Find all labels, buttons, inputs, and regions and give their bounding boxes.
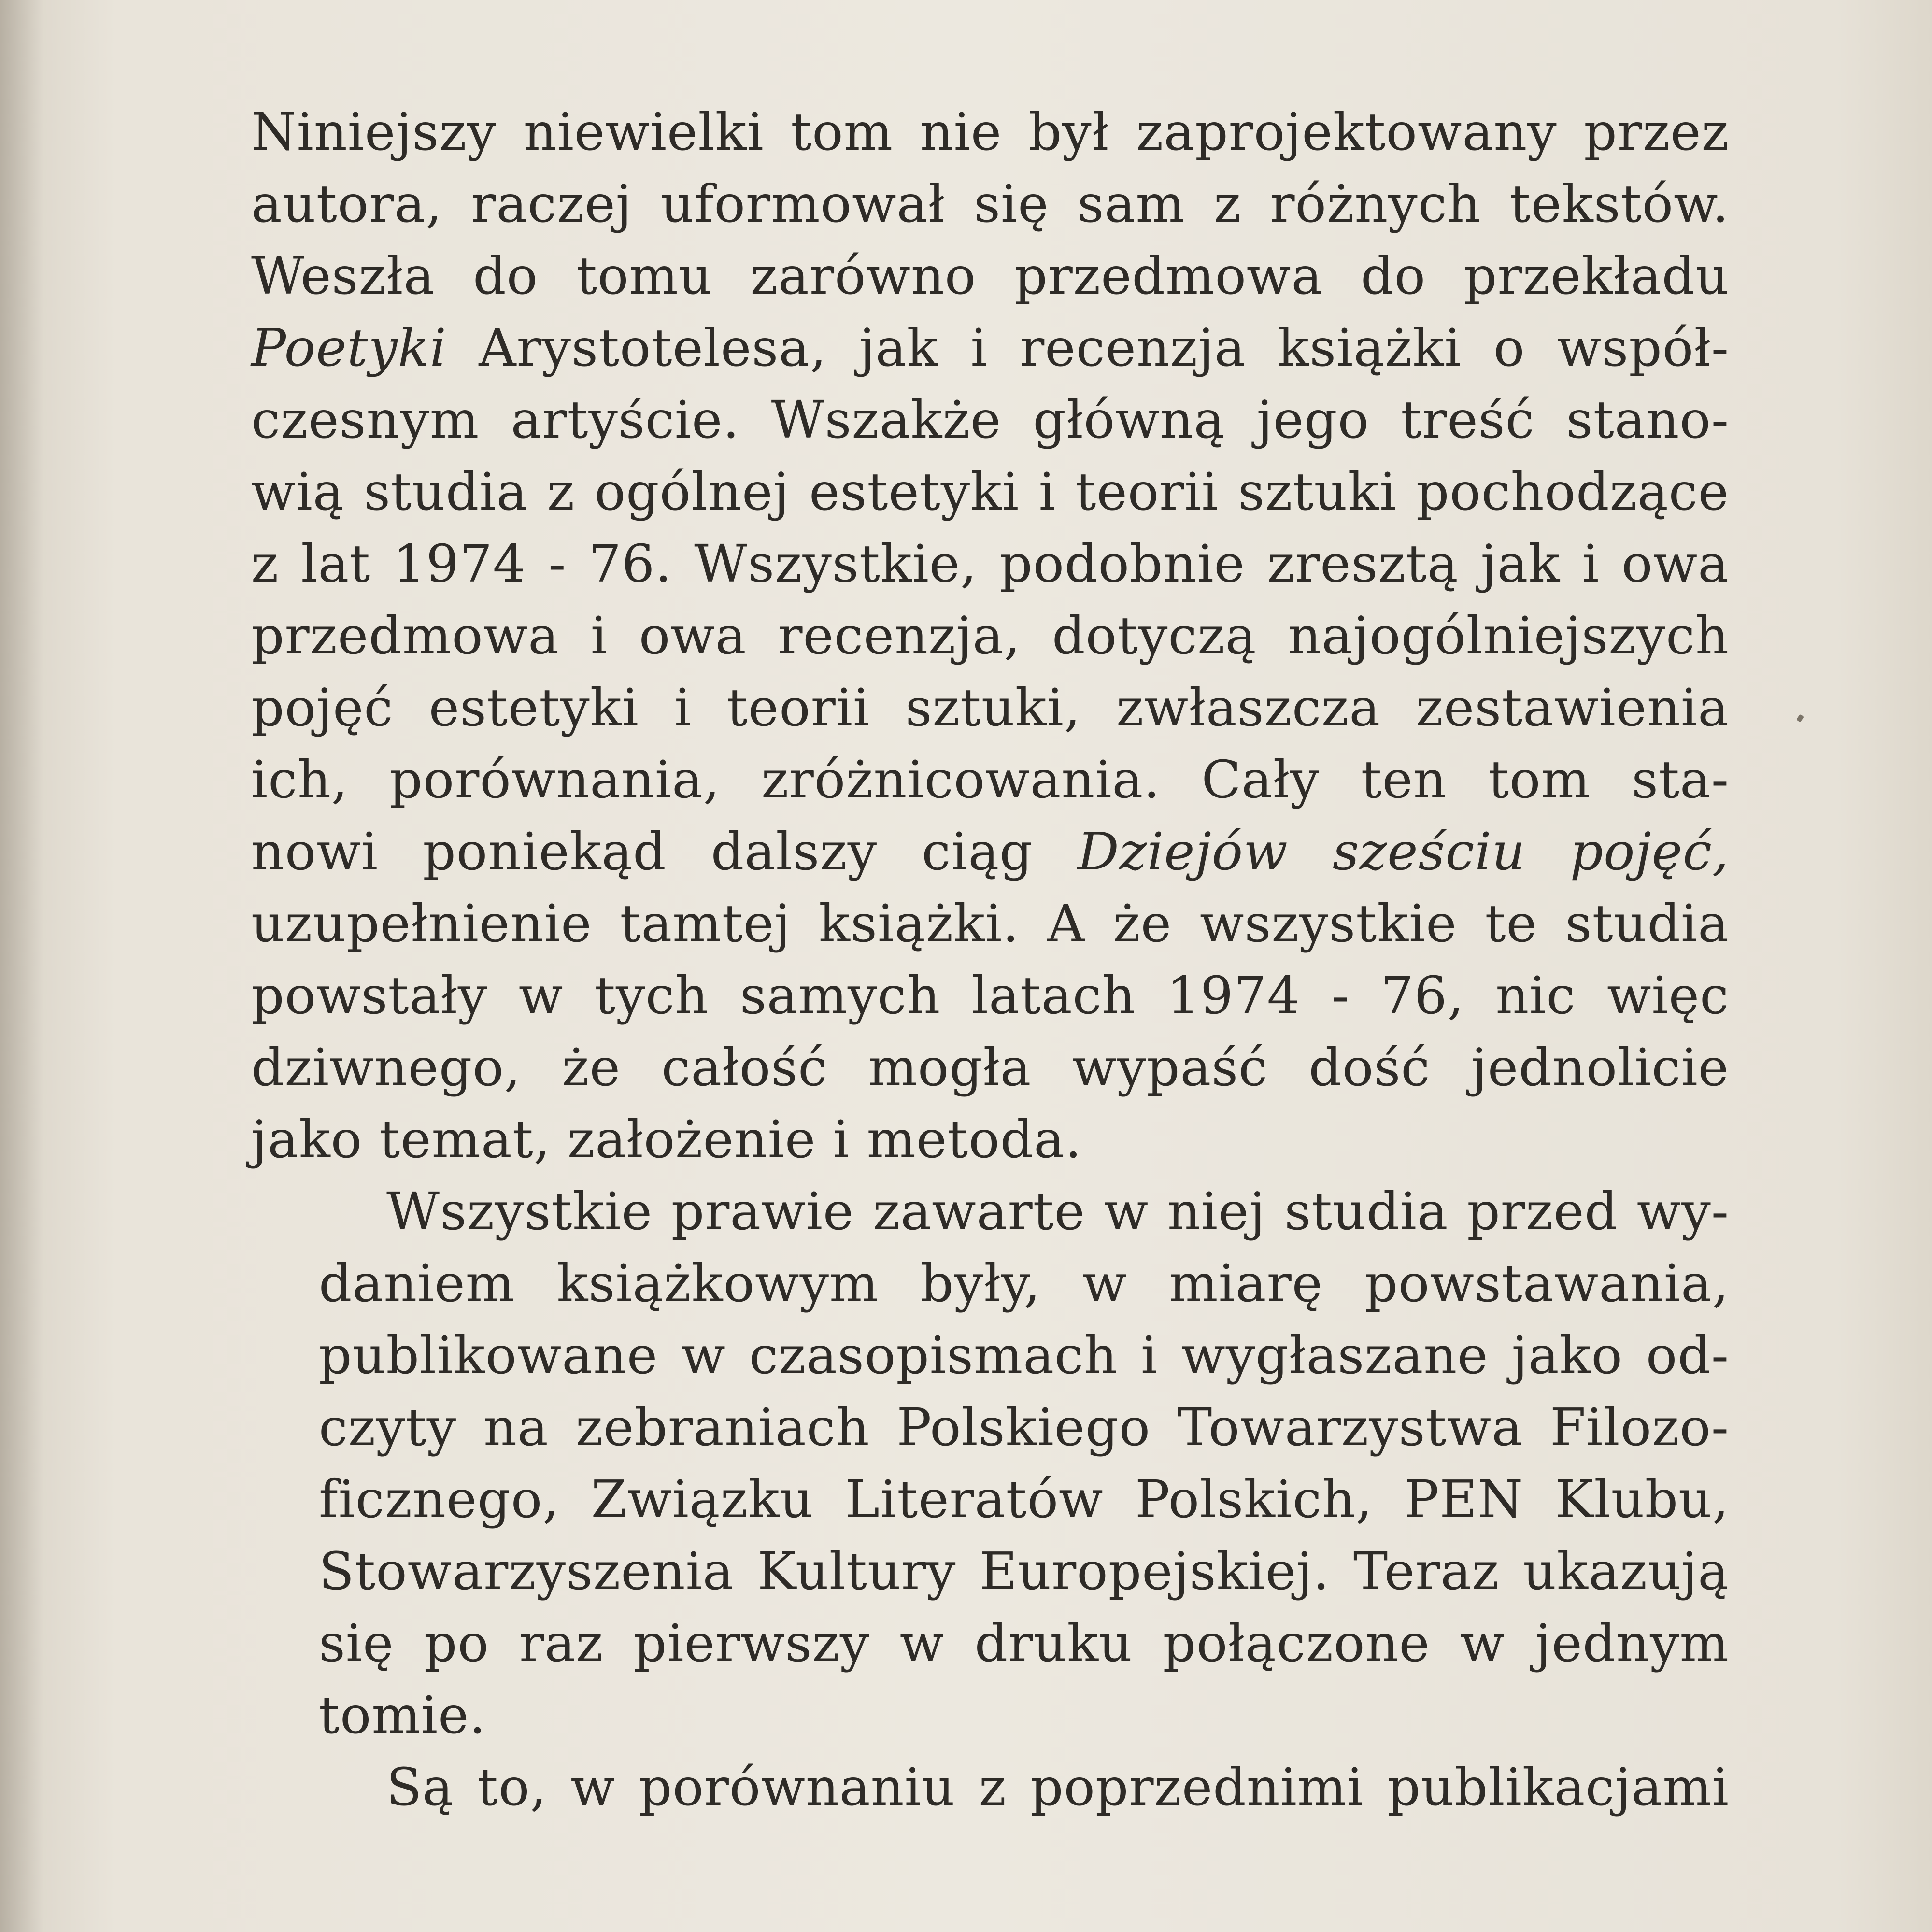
line-text: daniem książkowym były, w miarę powstawania, <box>319 1254 1729 1314</box>
text-line <box>251 169 1729 241</box>
line-text: autora, raczej uformował się sam z różnych tekstów. <box>251 174 1729 234</box>
text-line <box>251 528 1729 600</box>
text-line <box>251 313 1729 384</box>
line-text: nowi poniekąd dalszy ciąg <box>251 822 1078 882</box>
line-text: ficznego, Związku Literatów Polskich, PEN Klubu, <box>319 1470 1729 1530</box>
text-line <box>251 1464 1729 1536</box>
text-line <box>251 1536 1729 1608</box>
line-text: wią studia z ogólnej estetyki i teorii sztuki pochodzące <box>251 462 1729 522</box>
line-text: Niniejszy niewielki tom nie był zaprojektowany przez <box>251 102 1729 162</box>
text-line <box>251 1104 1729 1176</box>
line-text: pojęć estetyki i teorii sztuki, zwłaszcza zestawienia <box>251 678 1729 738</box>
line-text: Wszystkie prawie zawarte w niej studia przed wy- <box>386 1182 1729 1242</box>
text-line <box>251 1248 1729 1320</box>
text-line <box>251 744 1729 816</box>
text-line <box>251 888 1729 960</box>
italic-title-text: Poetyki <box>251 318 447 378</box>
line-text: Arystotelesa, jak i recenzja książki o współ- <box>446 318 1729 378</box>
page-gutter-shadow <box>0 0 43 1932</box>
line-text: tomie. <box>319 1686 486 1746</box>
paper-speck <box>1796 714 1804 722</box>
line-text: publikowane w czasopismach i wygłaszane jako od- <box>319 1326 1729 1386</box>
text-line <box>251 816 1729 888</box>
line-text: Weszła do tomu zarówno przedmowa do przekładu <box>251 246 1729 306</box>
text-line <box>251 1176 1729 1248</box>
paragraph <box>251 1752 1729 1824</box>
line-text: ich, porównania, zróżnicowania. Cały ten tom sta- <box>251 750 1729 810</box>
text-line <box>251 600 1729 672</box>
text-line <box>251 960 1729 1032</box>
line-text: czesnym artyście. Wszakże główną jego treść stano- <box>251 390 1729 450</box>
text-line <box>251 97 1729 169</box>
line-text: dziwnego, że całość mogła wypaść dość jednolicie <box>251 1038 1729 1098</box>
line-text: przedmowa i owa recenzja, dotyczą najogólniejszych <box>251 606 1729 666</box>
text-line <box>251 1392 1729 1464</box>
text-line <box>251 1032 1729 1104</box>
text-line <box>251 672 1729 744</box>
line-text: powstały w tych samych latach 1974 - 76, nic więc <box>251 966 1729 1026</box>
line-text: uzupełnienie tamtej książki. A że wszystkie te studia <box>251 894 1729 954</box>
line-text: czyty na zebraniach Polskiego Towarzystwa Filozo- <box>319 1398 1729 1458</box>
line-text: jako temat, założenie i metoda. <box>251 1110 1082 1170</box>
line-text: z lat 1974 - 76. Wszystkie, podobnie zresztą jak i owa <box>251 534 1729 594</box>
paragraph <box>251 1176 1729 1752</box>
text-line <box>251 384 1729 456</box>
text-line <box>251 1680 1729 1752</box>
line-text: Stowarzyszenia Kultury Europejskiej. Teraz ukazują <box>319 1542 1729 1602</box>
text-line <box>251 456 1729 528</box>
italic-title-text: Dziejów sześciu pojęć, <box>1077 822 1729 882</box>
text-line <box>251 1608 1729 1680</box>
text-line <box>251 241 1729 313</box>
page-text-body <box>251 97 1729 1824</box>
line-text: się po raz pierwszy w druku połączone w jednym <box>319 1614 1729 1674</box>
text-line <box>251 1752 1729 1824</box>
text-line <box>251 1320 1729 1392</box>
paragraph <box>251 97 1729 1176</box>
line-text: Są to, w porównaniu z poprzednimi publikacjami <box>386 1758 1729 1818</box>
